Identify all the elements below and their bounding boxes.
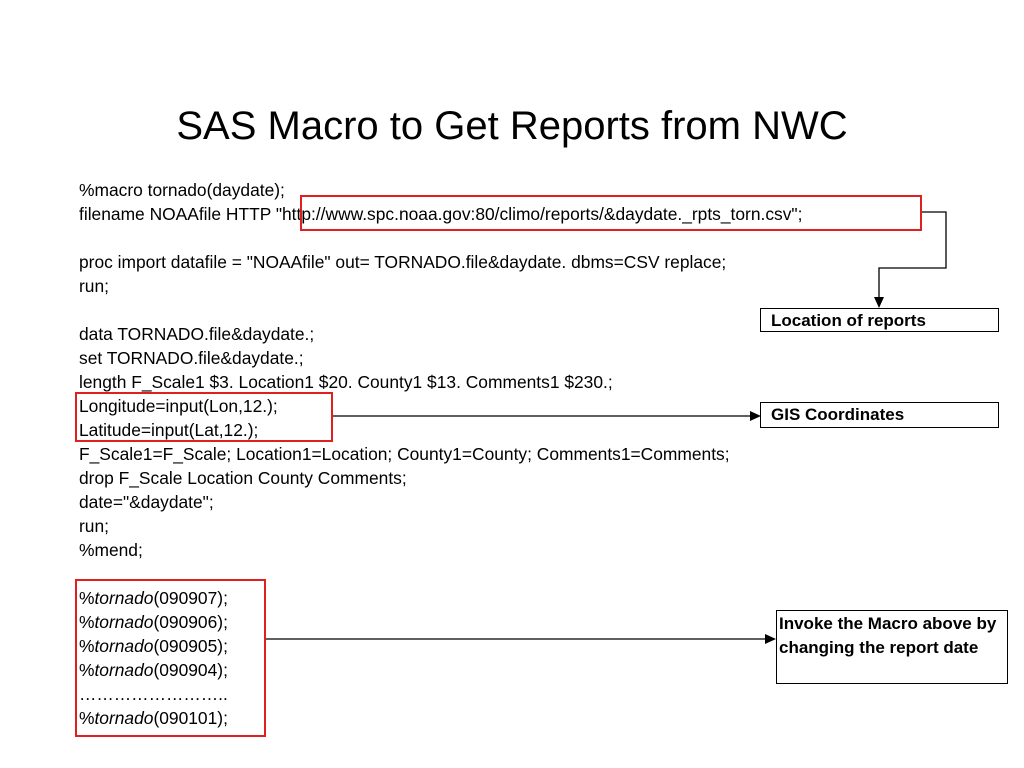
macro-call-line: %tornado(090101);	[79, 708, 228, 728]
code-line: %macro tornado(daydate);	[79, 180, 285, 200]
code-line: Latitude=input(Lat,12.);	[79, 420, 259, 440]
code-line: F_Scale1=F_Scale; Location1=Location; County1=County; Comments1=Comments;	[79, 444, 730, 464]
code-line: Longitude=input(Lon,12.);	[79, 396, 278, 416]
gis-coordinates-label: GIS Coordinates	[760, 402, 999, 428]
code-line: date="&daydate";	[79, 492, 214, 512]
code-line: %mend;	[79, 540, 143, 560]
slide-title: SAS Macro to Get Reports from NWC	[176, 104, 848, 148]
macro-call-line: %tornado(090904);	[79, 660, 228, 680]
macro-call-line: %tornado(090907);	[79, 588, 228, 608]
code-line: drop F_Scale Location County Comments;	[79, 468, 407, 488]
code-line: run;	[79, 276, 109, 296]
code-line: filename NOAAfile HTTP "http://www.spc.noaa.gov:80/climo/reports/&daydate._rpts_torn.csv";	[79, 204, 803, 224]
macro-call-line: %tornado(090905);	[79, 636, 228, 656]
macro-call-line: %tornado(090906);	[79, 612, 228, 632]
ellipsis-line: ……………………..	[79, 684, 228, 704]
location-of-reports-label: Location of reports	[760, 308, 999, 332]
code-line: length F_Scale1 $3. Location1 $20. County1 $13. Comments1 $230.;	[79, 372, 613, 392]
code-line: proc import datafile = "NOAAfile" out= TORNADO.file&daydate. dbms=CSV replace;	[79, 252, 727, 272]
code-line: run;	[79, 516, 109, 536]
code-line: data TORNADO.file&daydate.;	[79, 324, 315, 344]
invoke-macro-label: Invoke the Macro above by changing the report date	[776, 610, 1008, 684]
code-line: set TORNADO.file&daydate.;	[79, 348, 304, 368]
